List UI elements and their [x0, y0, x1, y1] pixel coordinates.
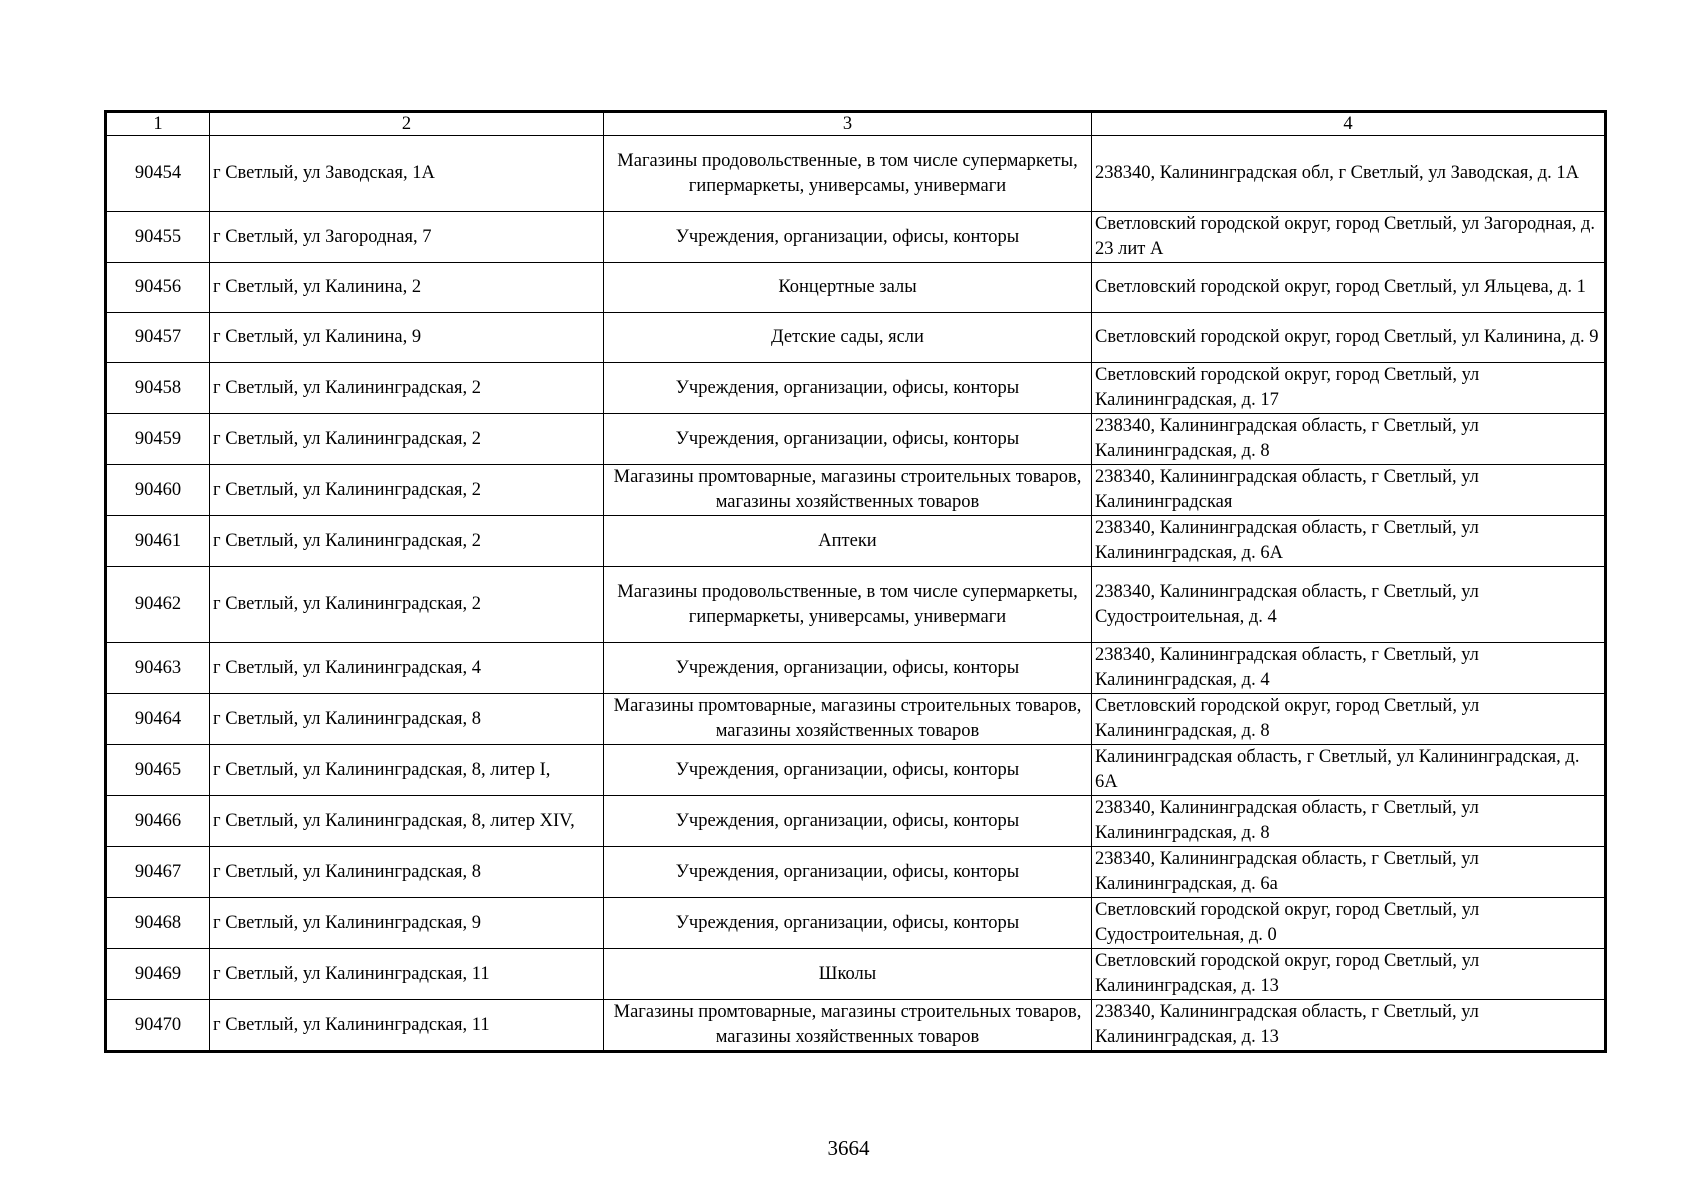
category-cell: Магазины продовольственные, в том числе супермаркеты, гипермаркеты, универсамы, универмаги: [604, 136, 1092, 212]
category-cell: Учреждения, организации, офисы, конторы: [604, 898, 1092, 949]
full-address-cell: 238340, Калининградская область, г Светлый, ул Калининградская, д. 13: [1092, 1000, 1606, 1052]
table-body: [106, 136, 1606, 1052]
column-header: 2: [210, 112, 604, 136]
column-header: 4: [1092, 112, 1606, 136]
category-cell: Магазины промтоварные, магазины строительных товаров, магазины хозяйственных товаров: [604, 694, 1092, 745]
page-number: 3664: [827, 1136, 870, 1160]
row-id-cell: 90466: [106, 796, 210, 847]
table-row: [106, 465, 1606, 516]
row-id-cell: 90462: [106, 567, 210, 643]
full-address-cell: 238340, Калининградская область, г Светлый, ул Калининградская, д. 8: [1092, 414, 1606, 465]
full-address-cell: 238340, Калининградская обл, г Светлый, ул Заводская, д. 1А: [1092, 136, 1606, 212]
row-id-cell: 90460: [106, 465, 210, 516]
full-address-cell: Светловский городской округ, город Светлый, ул Калининградская, д. 8: [1092, 694, 1606, 745]
address-cell: г Светлый, ул Калининградская, 2: [210, 516, 604, 567]
column-header: 3: [604, 112, 1092, 136]
row-id-cell: 90456: [106, 263, 210, 313]
row-id-cell: 90470: [106, 1000, 210, 1052]
category-cell: Учреждения, организации, офисы, конторы: [604, 745, 1092, 796]
full-address-cell: 238340, Калининградская область, г Светлый, ул Калининградская, д. 6А: [1092, 516, 1606, 567]
address-cell: г Светлый, ул Калинина, 9: [210, 313, 604, 363]
category-cell: Учреждения, организации, офисы, конторы: [604, 796, 1092, 847]
category-cell: Аптеки: [604, 516, 1092, 567]
category-cell: Учреждения, организации, офисы, конторы: [604, 643, 1092, 694]
full-address-cell: 238340, Калининградская область, г Светлый, ул Калининградская, д. 4: [1092, 643, 1606, 694]
table-row: [106, 949, 1606, 1000]
address-cell: г Светлый, ул Заводская, 1А: [210, 136, 604, 212]
address-cell: г Светлый, ул Калининградская, 8: [210, 847, 604, 898]
category-cell: Учреждения, организации, офисы, конторы: [604, 363, 1092, 414]
category-cell: Школы: [604, 949, 1092, 1000]
table-row: [106, 212, 1606, 263]
category-cell: Концертные залы: [604, 263, 1092, 313]
full-address-cell: 238340, Калининградская область, г Светлый, ул Калининградская, д. 8: [1092, 796, 1606, 847]
address-cell: г Светлый, ул Калининградская, 11: [210, 949, 604, 1000]
row-id-cell: 90461: [106, 516, 210, 567]
address-cell: г Светлый, ул Калининградская, 2: [210, 465, 604, 516]
full-address-cell: Светловский городской округ, город Светлый, ул Калинина, д. 9: [1092, 313, 1606, 363]
address-cell: г Светлый, ул Калининградская, 2: [210, 414, 604, 465]
row-id-cell: 90454: [106, 136, 210, 212]
category-cell: Магазины промтоварные, магазины строительных товаров, магазины хозяйственных товаров: [604, 465, 1092, 516]
full-address-cell: 238340, Калининградская область, г Светлый, ул Калининградская: [1092, 465, 1606, 516]
table-row: [106, 363, 1606, 414]
table-row: [106, 898, 1606, 949]
category-cell: Учреждения, организации, офисы, конторы: [604, 212, 1092, 263]
row-id-cell: 90459: [106, 414, 210, 465]
address-cell: г Светлый, ул Калининградская, 2: [210, 363, 604, 414]
table-row: [106, 136, 1606, 212]
category-cell: Магазины продовольственные, в том числе супермаркеты, гипермаркеты, универсамы, универмаги: [604, 567, 1092, 643]
table-row: [106, 263, 1606, 313]
header-row: [106, 112, 1606, 136]
row-id-cell: 90463: [106, 643, 210, 694]
row-id-cell: 90467: [106, 847, 210, 898]
category-cell: Магазины промтоварные, магазины строительных товаров, магазины хозяйственных товаров: [604, 1000, 1092, 1052]
row-id-cell: 90468: [106, 898, 210, 949]
address-cell: г Светлый, ул Калининградская, 4: [210, 643, 604, 694]
table-row: [106, 643, 1606, 694]
full-address-cell: Светловский городской округ, город Светлый, ул Загородная, д. 23 лит А: [1092, 212, 1606, 263]
address-cell: г Светлый, ул Калининградская, 9: [210, 898, 604, 949]
address-cell: г Светлый, ул Калининградская, 8: [210, 694, 604, 745]
full-address-cell: Светловский городской округ, город Светлый, ул Судостроительная, д. 0: [1092, 898, 1606, 949]
address-cell: г Светлый, ул Калинина, 2: [210, 263, 604, 313]
full-address-cell: 238340, Калининградская область, г Светлый, ул Судостроительная, д. 4: [1092, 567, 1606, 643]
full-address-cell: Светловский городской округ, город Светлый, ул Калининградская, д. 13: [1092, 949, 1606, 1000]
table-row: [106, 694, 1606, 745]
row-id-cell: 90455: [106, 212, 210, 263]
table-row: [106, 414, 1606, 465]
row-id-cell: 90464: [106, 694, 210, 745]
table-row: [106, 847, 1606, 898]
category-cell: Детские сады, ясли: [604, 313, 1092, 363]
address-cell: г Светлый, ул Калининградская, 2: [210, 567, 604, 643]
category-cell: Учреждения, организации, офисы, конторы: [604, 847, 1092, 898]
full-address-cell: Калининградская область, г Светлый, ул Калининградская, д. 6А: [1092, 745, 1606, 796]
table-row: [106, 313, 1606, 363]
full-address-cell: 238340, Калининградская область, г Светлый, ул Калининградская, д. 6а: [1092, 847, 1606, 898]
column-header: 1: [106, 112, 210, 136]
row-id-cell: 90469: [106, 949, 210, 1000]
address-cell: г Светлый, ул Загородная, 7: [210, 212, 604, 263]
category-cell: Учреждения, организации, офисы, конторы: [604, 414, 1092, 465]
data-table: [104, 110, 1607, 1053]
row-id-cell: 90458: [106, 363, 210, 414]
row-id-cell: 90457: [106, 313, 210, 363]
full-address-cell: Светловский городской округ, город Светлый, ул Яльцева, д. 1: [1092, 263, 1606, 313]
table-row: [106, 745, 1606, 796]
table-row: [106, 567, 1606, 643]
address-cell: г Светлый, ул Калининградская, 8, литер I,: [210, 745, 604, 796]
table-row: [106, 1000, 1606, 1052]
address-cell: г Светлый, ул Калининградская, 8, литер XIV,: [210, 796, 604, 847]
table-row: [106, 516, 1606, 567]
table-row: [106, 796, 1606, 847]
full-address-cell: Светловский городской округ, город Светлый, ул Калининградская, д. 17: [1092, 363, 1606, 414]
row-id-cell: 90465: [106, 745, 210, 796]
address-cell: г Светлый, ул Калининградская, 11: [210, 1000, 604, 1052]
